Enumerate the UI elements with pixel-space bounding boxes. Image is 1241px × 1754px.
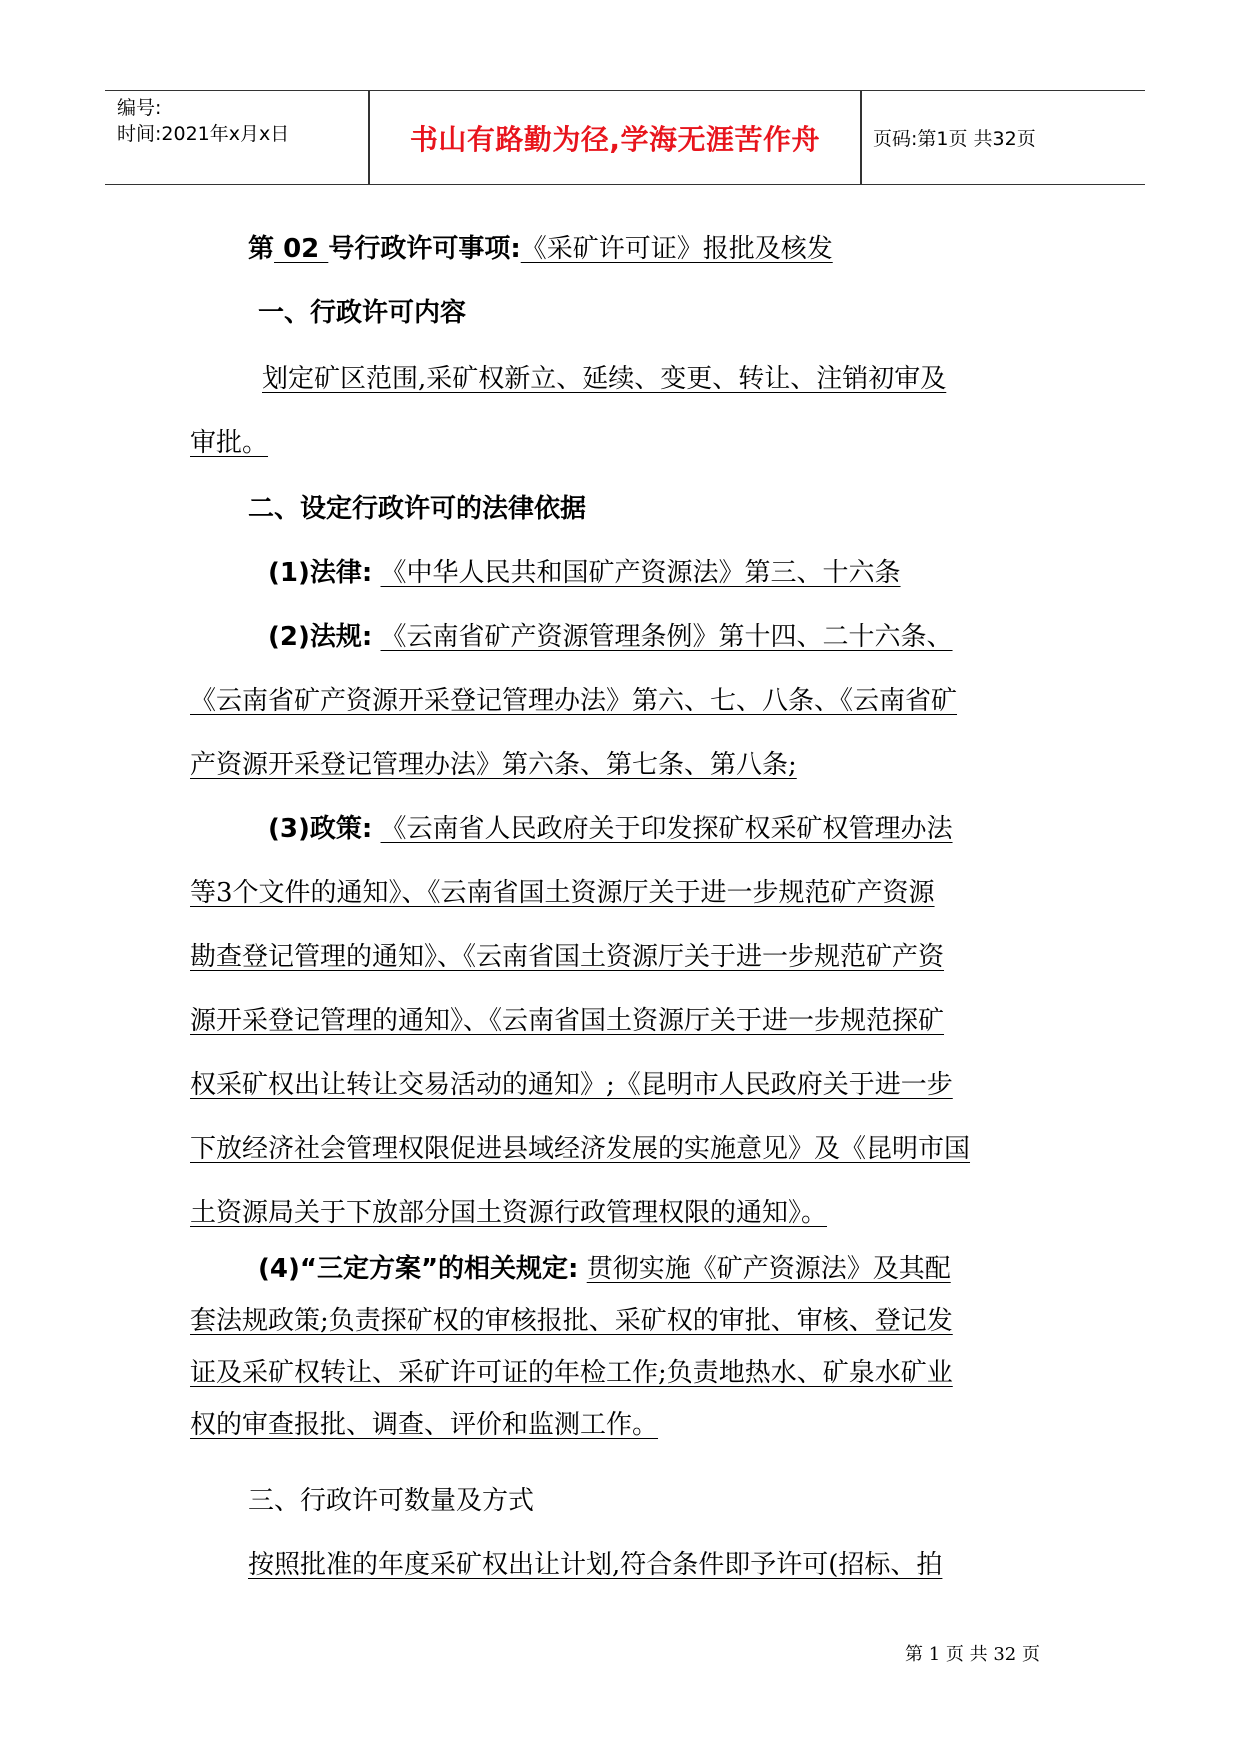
serial-label: 编号: — [117, 97, 162, 119]
section-heading-2: 二、设定行政许可的法律依据 — [248, 494, 587, 524]
header-meta — [117, 95, 362, 147]
policy-line: 土资源局关于下放部分国土资源行政管理权限的通知》。 — [190, 1198, 828, 1228]
sanding-line: 权的审查报批、调查、评价和监测工作。 — [190, 1410, 659, 1440]
sanding-line: 套法规政策;负责探矿权的审核报批、采矿权的审批、审核、登记发 — [190, 1306, 953, 1336]
time-label: 时间:2021年x月x日 — [117, 123, 290, 145]
header-divider — [860, 91, 862, 184]
item-number: 02 — [274, 234, 329, 264]
header-motto: 书山有路勤为径,学海无涯苦作舟 — [409, 122, 821, 156]
policy-item: (3)政策: 《云南省人民政府关于印发探矿权采矿权管理办法 — [268, 814, 953, 844]
document-header — [105, 90, 1145, 185]
policy-line: 源开采登记管理的通知》、《云南省国土资源厅关于进一步规范探矿 — [190, 1006, 945, 1036]
item-name: 《采矿许可证》报批及核发 — [520, 234, 833, 264]
section1-line: 划定矿区范围,采矿权新立、延续、变更、转让、注销初审及 — [262, 364, 947, 394]
document-title: 第 02 号行政许可事项:《采矿许可证》报批及核发 — [248, 234, 833, 264]
policy-line: 下放经济社会管理权限促进县域经济发展的实施意见》及《昆明市国 — [190, 1134, 971, 1164]
policy-line: 等3个文件的通知》、《云南省国土资源厅关于进一步规范矿产资源 — [190, 878, 935, 908]
regulation-line: 《云南省矿产资源开采登记管理办法》第六、七、八条、《云南省矿 — [190, 686, 958, 716]
section3-line: 按照批准的年度采矿权出让计划,符合条件即予许可(招标、拍 — [248, 1550, 943, 1580]
section-heading-3: 三、行政许可数量及方式 — [248, 1486, 535, 1516]
page-footer: 第 1 页 共 32 页 — [905, 1644, 1040, 1665]
section-heading-1: 一、行政许可内容 — [258, 298, 467, 328]
sanding-item: (4)“三定方案”的相关规定: 贯彻实施《矿产资源法》及其配 — [258, 1254, 951, 1284]
section1-line: 审批。 — [190, 428, 269, 458]
regulation-item: (2)法规: 《云南省矿产资源管理条例》第十四、二十六条、 — [268, 622, 953, 652]
policy-line: 勘查登记管理的通知》、《云南省国土资源厅关于进一步规范矿产资 — [190, 942, 945, 972]
law-item: (1)法律: 《中华人民共和国矿产资源法》第三、十六条 — [268, 558, 901, 588]
regulation-line: 产资源开采登记管理办法》第六条、第七条、第八条; — [190, 750, 797, 780]
sanding-line: 证及采矿权转让、采矿许可证的年检工作;负责地热水、矿泉水矿业 — [190, 1358, 953, 1388]
header-page-label: 页码:第1页 共32页 — [873, 128, 1036, 150]
policy-line: 权采矿权出让转让交易活动的通知》;《昆明市人民政府关于进一步 — [190, 1070, 953, 1100]
